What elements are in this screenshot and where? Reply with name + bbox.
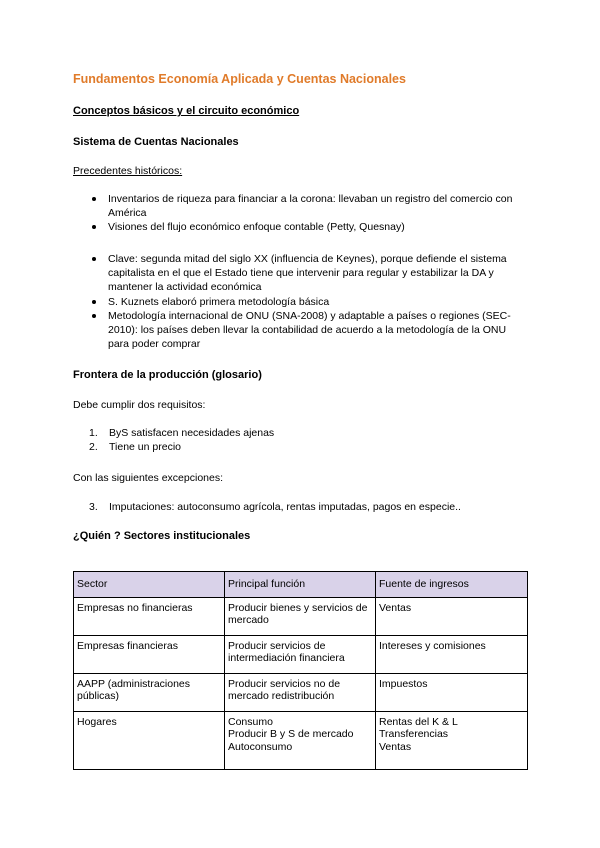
table-cell: Ventas — [376, 597, 528, 635]
table-cell: Empresas financieras — [74, 635, 225, 673]
table-row — [74, 635, 528, 673]
list-item: S. Kuznets elaboró primera metodología básica — [91, 295, 523, 309]
item-text: Tiene un precio — [109, 441, 181, 454]
excepciones-intro: Con las siguientes excepciones: — [73, 472, 224, 484]
column-header: Sector — [74, 572, 225, 598]
table-cell: Producir servicios no de mercado redistribución — [225, 673, 376, 711]
sectores-table — [73, 571, 528, 770]
item-text: Imputaciones: autoconsumo agrícola, rentas imputadas, pagos en especie.. — [109, 501, 461, 513]
list-item: Visiones del flujo económico enfoque contable (Petty, Quesnay) — [91, 220, 523, 234]
item-text: ByS satisfacen necesidades ajenas — [109, 427, 275, 439]
table-cell: Empresas no financieras — [74, 597, 225, 635]
list-item: Inventarios de riqueza para financiar a la corona: llevaban un registro del comercio con América — [91, 192, 523, 220]
sectores-heading: ¿Quién ? Sectores institucionales — [73, 530, 251, 542]
table-cell: Producir bienes y servicios de mercado — [225, 597, 376, 635]
column-header: Principal función — [225, 572, 376, 598]
table-cell: Intereses y comisiones — [376, 635, 528, 673]
table-header-row — [74, 572, 528, 598]
table-row — [74, 597, 528, 635]
excepciones-list — [89, 500, 519, 514]
item-number: 1. — [89, 427, 98, 439]
list-item — [89, 440, 519, 454]
table-cell: Consumo Producir B y S de mercado Autoconsumo — [225, 711, 376, 769]
table-cell: AAPP (administraciones públicas) — [74, 673, 225, 711]
bullet-list-2 — [91, 252, 523, 351]
item-number: 3. — [89, 501, 98, 513]
table-row — [74, 673, 528, 711]
subheading-scn: Sistema de Cuentas Nacionales — [73, 136, 239, 148]
table-cell: Impuestos — [376, 673, 528, 711]
requisitos-list — [89, 426, 519, 454]
column-header: Fuente de ingresos — [376, 572, 528, 598]
section-heading: Conceptos básicos y el circuito económico — [73, 105, 300, 117]
list-item — [89, 426, 519, 440]
frontera-heading: Frontera de la producción (glosario) — [73, 369, 262, 381]
table-row — [74, 711, 528, 769]
table-cell: Rentas del K & L Transferencias Ventas — [376, 711, 528, 769]
requisitos-intro: Debe cumplir dos requisitos: — [73, 399, 206, 411]
document-title: Fundamentos Economía Aplicada y Cuentas Nacionales — [73, 72, 406, 86]
table-cell: Hogares — [74, 711, 225, 769]
list-item: Metodología internacional de ONU (SNA-2008) y adaptable a países o regiones (SEC-2010): los países deben llevar la contabilidad de acuerdo a la metodología de la ONU para poder comprar — [91, 309, 523, 352]
table-cell: Producir servicios de intermediación financiera — [225, 635, 376, 673]
list-item — [89, 500, 519, 514]
list-item: Clave: segunda mitad del siglo XX (influencia de Keynes), porque defiende el sistema capitalista en el que el Estado tiene que intervenir para regular y estabilizar la DA y mantener la actividad económica — [91, 252, 523, 295]
item-number: 2. — [89, 441, 98, 454]
precedentes-label: Precedentes históricos: — [73, 165, 183, 177]
bullet-list-1 — [91, 192, 523, 235]
